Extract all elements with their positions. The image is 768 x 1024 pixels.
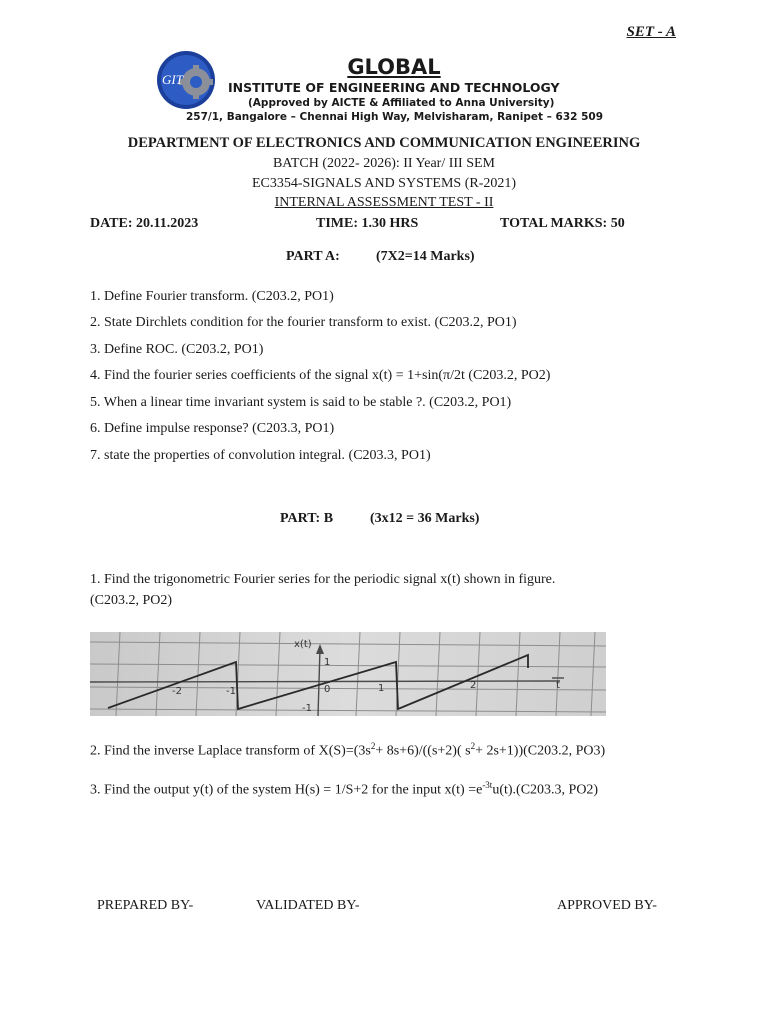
institute-name: GLOBAL (347, 55, 441, 79)
part-b-question-1: 1. Find the trigonometric Fourier series for the periodic signal x(t) shown in figure. (90, 572, 556, 587)
batch-info: BATCH (2022- 2026): II Year/ III SEM (272, 156, 496, 171)
part-b-marks: (3x12 = 36 Marks) (370, 511, 480, 526)
part-b-question-2: 2. Find the inverse Laplace transform of $X(S)=(3s^2+ 8s+6)/((s+2)$( $s^2+ 2s+1))(C203.2$, PO3) (90, 741, 606, 759)
tick-label: -1 (226, 686, 236, 697)
tick-label: -2 (172, 686, 182, 697)
logo-text: GIT (162, 72, 183, 87)
part-a-marks: (7X2=14 Marks) (376, 249, 475, 264)
part-a-question: 7. state the properties of convolution integral. (C203.3, PO1) (90, 448, 431, 463)
part-a-question: 1. Define Fourier transform. (C203.2, PO1) (90, 289, 334, 304)
department-title: DEPARTMENT OF ELECTRONICS AND COMMUNICATION ENGINEERING (127, 135, 641, 151)
test-name: INTERNAL ASSESSMENT TEST - II (274, 195, 494, 210)
tick-label: 2 (470, 680, 477, 691)
part-b-question-1-outcome: (C203.2, PO2) (90, 593, 173, 608)
sawtooth-signal-figure (90, 632, 606, 716)
set-label: SET - A (626, 24, 676, 40)
tick-label: 0 (324, 684, 331, 695)
tick-label: 1 (378, 683, 385, 694)
part-a-title: PART A: (286, 249, 340, 264)
part-a-question: 3. Define ROC. (C203.2, PO1) (90, 342, 264, 357)
approved-by: APPROVED BY- (557, 898, 657, 913)
institute-full-name: INSTITUTE OF ENGINEERING AND TECHNOLOGY (228, 80, 560, 95)
x-axis-label: t (556, 680, 560, 691)
course-title: EC3354-SIGNALS AND SYSTEMS (R-2021) (251, 176, 517, 191)
y-axis-label: x(t) (294, 639, 312, 650)
part-a-question: 2. State Dirchlets condition for the fourier transform to exist. (C203.2, PO1) (90, 315, 517, 330)
y-tick-label: -1 (302, 703, 312, 714)
institute-approval: (Approved by AICTE & Affiliated to Anna University) (248, 97, 555, 109)
exam-time: TIME: 1.30 HRS (316, 216, 419, 231)
y-tick-label: 1 (324, 657, 331, 668)
part-b-question-3: 3. Find the output y(t) of the system H(s) = 1/S+2 for the input $x(t) =e^{-3t}u(t).(C203.3$, PO2) (90, 780, 599, 798)
part-a-question: 4. Find the fourier series coefficients of the signal x(t) = 1+sin(π/2t (C203.2, PO2) (90, 368, 551, 383)
x-axis (90, 681, 560, 682)
validated-by: VALIDATED BY- (256, 898, 360, 913)
part-a-question: 5. When a linear time invariant system is said to be stable ?. (C203.2, PO1) (90, 395, 512, 410)
total-marks: TOTAL MARKS: 50 (500, 216, 625, 231)
exam-date: DATE: 20.11.2023 (90, 216, 199, 231)
institute-address: 257/1, Bangalore – Chennai High Way, Melvisharam, Ranipet – 632 509 (186, 111, 604, 123)
prepared-by: PREPARED BY- (97, 898, 194, 913)
part-a-question: 6. Define impulse response? (C203.3, PO1) (90, 421, 335, 436)
part-b-title: PART: B (280, 511, 334, 526)
